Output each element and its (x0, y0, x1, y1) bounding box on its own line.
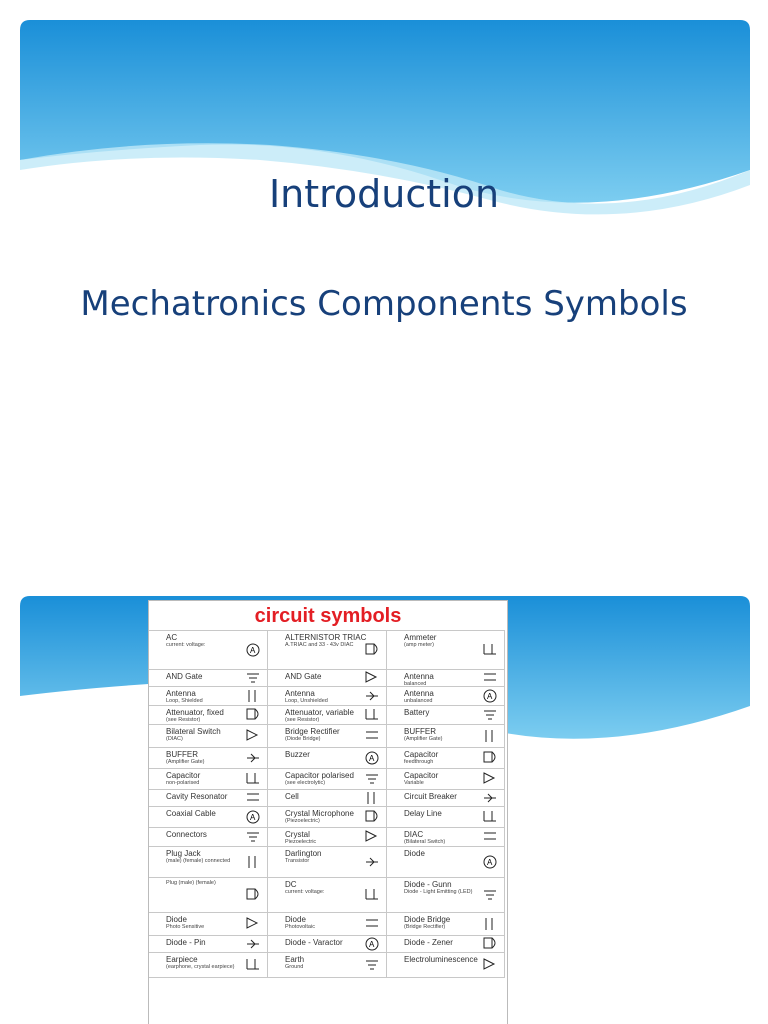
symbol-label: Attenuator, variable (285, 708, 354, 717)
symbol-label: Diode - Gunn (404, 880, 452, 889)
symbol-sublabel: Loop, Shielded (166, 698, 203, 704)
symbol-sublabel: current: voltage: (285, 889, 325, 895)
circuit-symbol-icon (245, 957, 261, 973)
circuit-symbol-icon (364, 750, 380, 766)
symbol-sublabel: Ground (285, 964, 304, 970)
symbol-cell (148, 630, 268, 670)
symbol-label: Diode (285, 915, 306, 924)
symbol-label: Earpiece (166, 955, 198, 964)
symbol-label: Bridge Rectifier (285, 727, 340, 736)
symbol-label: Connectors (166, 830, 207, 839)
circuit-symbol-icon (482, 642, 498, 658)
symbol-cell (386, 806, 505, 828)
symbol-grid (149, 631, 507, 978)
symbol-cell (386, 768, 505, 790)
symbol-sublabel: Loop, Unshielded (285, 698, 328, 704)
circuit-symbol-icon (482, 771, 498, 787)
symbol-sublabel: current: voltage: (166, 642, 206, 648)
symbol-cell (148, 724, 268, 748)
symbol-cell (386, 912, 505, 936)
symbol-cell (148, 686, 268, 706)
symbol-label: Diode - Varactor (285, 938, 343, 947)
circuit-symbol-icon (245, 809, 261, 825)
symbol-sublabel: (male) (female) connected (166, 858, 231, 864)
symbol-sublabel: feedthrough (404, 759, 434, 765)
symbol-cell (386, 747, 505, 769)
symbol-label: AC (166, 633, 178, 642)
symbol-sublabel: (see electrolytic) (285, 780, 326, 786)
svg-text:A: A (250, 646, 256, 655)
symbol-label: Diode (166, 915, 187, 924)
circuit-symbol-icon (245, 916, 261, 932)
symbol-cell (148, 827, 268, 847)
symbol-sublabel: (amp meter) (404, 642, 434, 648)
symbol-sublabel: Photo Sensitive (166, 924, 205, 930)
symbol-cell (267, 705, 387, 725)
circuit-symbol-icon (482, 707, 498, 723)
symbol-cell (386, 935, 505, 953)
symbol-label: Electroluminescence (404, 955, 478, 964)
circuit-symbol-icon (364, 707, 380, 723)
symbol-sublabel: Diode - Light Emitting (LED) (404, 889, 473, 895)
symbol-cell (386, 669, 505, 687)
circuit-symbol-icon (364, 936, 380, 952)
symbol-sublabel: (Piezoelectric) (285, 818, 320, 824)
circuit-symbol-icon (482, 790, 498, 806)
symbol-label: Delay Line (404, 809, 442, 818)
symbol-cell (267, 669, 387, 687)
symbol-label: Ammeter (404, 633, 437, 642)
circuit-symbol-icon (482, 688, 498, 704)
slide-subtitle: Mechatronics Components Symbols (80, 284, 688, 324)
symbol-sublabel: Photovoltaic (285, 924, 315, 930)
symbol-label: Cell (285, 792, 299, 801)
circuit-symbol-icon (245, 670, 261, 686)
slide-circuit-symbols (0, 512, 768, 1024)
circuit-symbol-icon (245, 829, 261, 845)
symbol-cell (148, 912, 268, 936)
symbol-cell (267, 747, 387, 769)
circuit-symbol-icon (364, 771, 380, 787)
symbol-label: Cavity Resonator (166, 792, 228, 801)
symbol-sublabel: balanced (404, 681, 427, 687)
circuit-symbol-icon (245, 750, 261, 766)
circuit-symbol-icon (482, 887, 498, 903)
symbol-label: Plug Jack (166, 849, 201, 858)
symbol-cell (386, 724, 505, 748)
symbol-label: Antenna (404, 689, 434, 698)
symbol-label: Antenna (166, 689, 196, 698)
symbol-sublabel: (see Resistor) (166, 717, 201, 723)
svg-text:A: A (487, 858, 493, 867)
symbol-label: DC (285, 880, 297, 889)
symbol-sublabel: non-polarised (166, 780, 200, 786)
symbol-sublabel: (earphone, crystal earpiece) (166, 964, 235, 970)
circuit-symbol-icon (364, 642, 380, 658)
symbol-label: Crystal Microphone (285, 809, 354, 818)
circuit-symbols-chart (148, 600, 508, 1024)
circuit-symbol-icon (364, 688, 380, 704)
sheet-title: circuit symbols (254, 605, 402, 627)
circuit-symbol-icon (482, 936, 498, 952)
symbol-cell (267, 630, 387, 670)
symbol-cell (267, 935, 387, 953)
circuit-symbol-icon (482, 957, 498, 973)
symbol-label: Capacitor (166, 771, 201, 780)
symbol-cell (386, 846, 505, 878)
symbol-cell (267, 724, 387, 748)
symbol-label: Crystal (285, 830, 310, 839)
circuit-symbol-icon (364, 728, 380, 744)
symbol-cell (148, 846, 268, 878)
symbol-label: Coaxial Cable (166, 809, 216, 818)
symbol-cell (386, 952, 505, 978)
symbol-cell (148, 877, 268, 913)
circuit-symbol-icon (364, 916, 380, 932)
symbol-sublabel: (Diode Bridge) (285, 736, 321, 742)
symbol-sublabel: unbalanced (404, 698, 433, 704)
symbol-cell (267, 952, 387, 978)
symbol-cell (386, 705, 505, 725)
circuit-symbol-icon (245, 688, 261, 704)
symbol-cell (148, 789, 268, 807)
svg-text:A: A (369, 940, 375, 949)
symbol-cell (267, 877, 387, 913)
symbol-label: Earth (285, 955, 305, 964)
symbol-cell (386, 686, 505, 706)
circuit-symbol-icon (245, 642, 261, 658)
circuit-symbol-icon (245, 707, 261, 723)
symbol-sublabel: Variable (404, 780, 424, 786)
circuit-symbol-icon (245, 790, 261, 806)
symbol-label: BUFFER (166, 750, 198, 759)
symbol-label: Darlington (285, 849, 322, 858)
symbol-sublabel: Transistor (285, 858, 310, 864)
symbol-label: Circuit Breaker (404, 792, 457, 801)
symbol-cell (148, 768, 268, 790)
symbol-sublabel: (see Resistor) (285, 717, 320, 723)
circuit-symbol-icon (245, 936, 261, 952)
symbol-label: Antenna (285, 689, 315, 698)
symbol-label: Capacitor (404, 750, 439, 759)
symbol-cell (148, 669, 268, 687)
circuit-symbol-icon (364, 887, 380, 903)
symbol-sublabel: A.TRIAC and 33 - 43v DIAC (285, 642, 354, 648)
symbol-label: Capacitor (404, 771, 439, 780)
symbol-cell (267, 827, 387, 847)
circuit-symbol-icon (482, 750, 498, 766)
circuit-symbol-icon (482, 854, 498, 870)
circuit-symbol-icon (364, 957, 380, 973)
symbol-sublabel: (Amplifier Gate) (404, 736, 443, 742)
symbol-cell (386, 877, 505, 913)
symbol-cell (148, 935, 268, 953)
symbol-label: Capacitor polarised (285, 771, 354, 780)
symbol-label: DIAC (404, 830, 424, 839)
slide-title: Introduction (268, 172, 500, 216)
symbol-cell (148, 705, 268, 725)
symbol-cell (267, 686, 387, 706)
circuit-symbol-icon (482, 728, 498, 744)
symbol-cell (267, 846, 387, 878)
symbol-cell (148, 952, 268, 978)
symbol-label: Battery (404, 708, 430, 717)
circuit-symbol-icon (482, 670, 498, 686)
symbol-sublabel: (DIAC) (166, 736, 183, 742)
symbol-cell (148, 747, 268, 769)
symbol-cell (386, 827, 505, 847)
symbol-cell (267, 912, 387, 936)
circuit-symbol-icon (245, 771, 261, 787)
symbol-cell (386, 789, 505, 807)
symbol-cell (267, 806, 387, 828)
symbol-cell (267, 768, 387, 790)
circuit-symbol-icon (364, 854, 380, 870)
symbol-label: AND Gate (285, 672, 322, 681)
circuit-symbol-icon (364, 829, 380, 845)
circuit-symbol-icon (482, 809, 498, 825)
circuit-symbol-icon (245, 854, 261, 870)
circuit-symbol-icon (364, 670, 380, 686)
symbol-label: AND Gate (166, 672, 203, 681)
symbol-cell (267, 789, 387, 807)
circuit-symbol-icon (482, 916, 498, 932)
symbol-label: Antenna (404, 672, 434, 681)
circuit-symbol-icon (245, 728, 261, 744)
symbol-label: BUFFER (404, 727, 436, 736)
symbol-cell (386, 630, 505, 670)
symbol-label: Buzzer (285, 750, 310, 759)
symbol-label: Diode - Zener (404, 938, 453, 947)
svg-text:A: A (250, 813, 256, 822)
symbol-cell (148, 806, 268, 828)
symbol-label: ALTERNISTOR TRIAC (285, 633, 367, 642)
symbol-sublabel: Plug (male) (female) (166, 880, 216, 886)
symbol-sublabel: (Bilateral Switch) (404, 839, 446, 845)
circuit-symbol-icon (482, 829, 498, 845)
symbol-label: Attenuator, fixed (166, 708, 224, 717)
circuit-symbol-icon (364, 809, 380, 825)
svg-text:A: A (369, 754, 375, 763)
symbol-label: Diode (404, 849, 425, 858)
symbol-sublabel: Piezoelectric (285, 839, 317, 845)
symbol-sublabel: (Bridge Rectifier) (404, 924, 446, 930)
symbol-label: Diode - Pin (166, 938, 206, 947)
circuit-symbol-icon (364, 790, 380, 806)
symbol-label: Diode Bridge (404, 915, 451, 924)
symbol-sublabel: (Amplifier Gate) (166, 759, 205, 765)
symbol-label: Bilateral Switch (166, 727, 221, 736)
svg-text:A: A (487, 692, 493, 701)
circuit-symbol-icon (245, 887, 261, 903)
